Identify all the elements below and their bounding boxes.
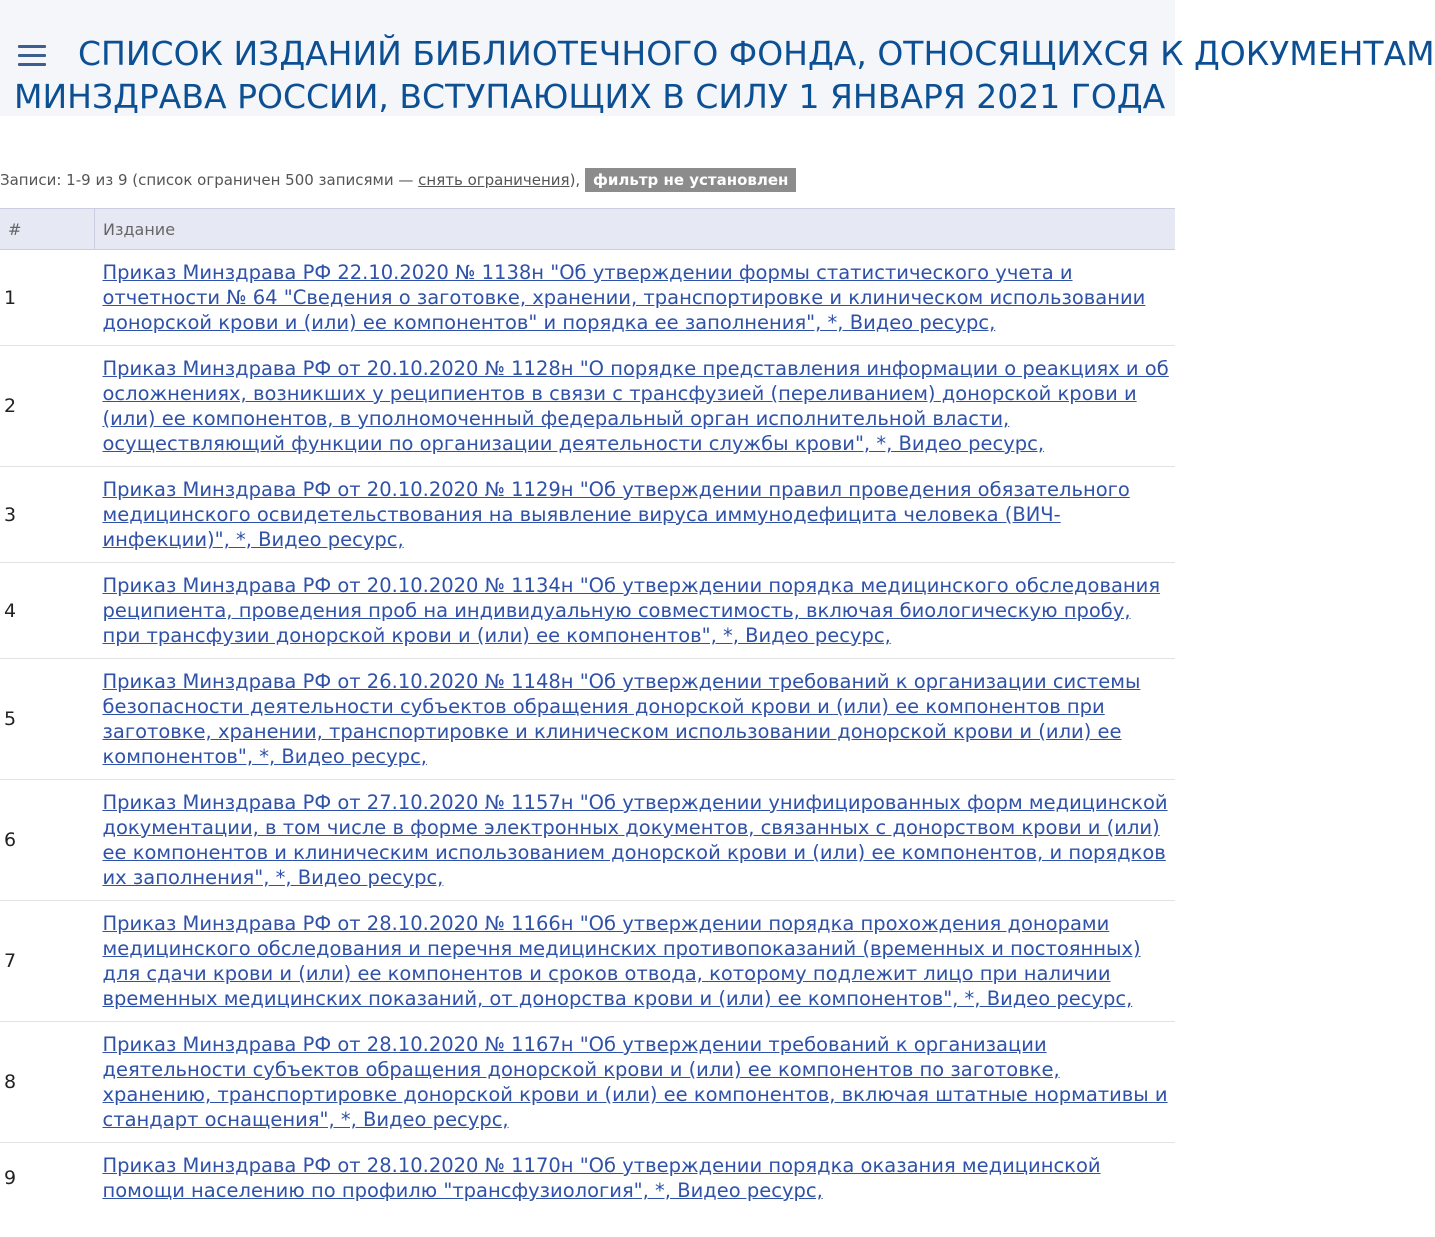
page-header (0, 0, 1435, 116)
publication-link[interactable]: Приказ Минздрава РФ от 28.10.2020 № 1166н "Об утверждении порядка прохождения донорами медицинского обследования и перечня медицинских противопоказаний (временных и постоянных) для сдачи крови и (или) ее компонентов и сроков отвода, которому подлежит лицо при наличии временных медицинских показаний, от донорства крови и (или) ее компонентов", *, Видео ресурс, (102, 912, 1141, 1010)
publication-cell (95, 780, 1176, 901)
table-header-row (0, 209, 1175, 250)
remove-limit-link[interactable]: снять ограничения (418, 171, 570, 189)
table-row (0, 467, 1175, 563)
table-row (0, 563, 1175, 659)
publication-link[interactable]: Приказ Минздрава РФ от 28.10.2020 № 1170н "Об утверждении порядка оказания медицинской помощи населению по профилю "трансфузиология", *, Видео ресурс, (102, 1154, 1101, 1202)
publication-link[interactable]: Приказ Минздрава РФ от 20.10.2020 № 1129н "Об утверждении правил проведения обязательного медицинского освидетельствования на выявление вируса иммунодефицита человека (ВИЧ-инфекции)", *, Видео ресурс, (102, 478, 1130, 551)
row-number: 8 (0, 1022, 95, 1143)
row-number: 4 (0, 563, 95, 659)
row-number: 3 (0, 467, 95, 563)
table-row (0, 1143, 1175, 1214)
publication-link[interactable]: Приказ Минздрава РФ от 27.10.2020 № 1157н "Об утверждении унифицированных форм медицинской документации, в том числе в форме электронных документов, связанных с донорством крови и (или) ее компонентов и клиническим использованием донорской крови и (или) ее компонентов, и порядков их заполнения", *, Видео ресурс, (102, 791, 1168, 889)
column-header-publication[interactable]: Издание (95, 209, 1176, 250)
row-number: 2 (0, 346, 95, 467)
publication-cell (95, 1143, 1176, 1214)
page-title (14, 32, 1435, 118)
row-number: 7 (0, 901, 95, 1022)
table-row (0, 250, 1175, 346)
publication-link[interactable]: Приказ Минздрава РФ от 26.10.2020 № 1148н "Об утверждении требований к организации системы безопасности деятельности субъектов обращения донорской крови и (или) ее компонентов при заготовке, хранении, транспортировке и клиническом использовании донорской крови и (или) ее компонентов", *, Видео ресурс, (102, 670, 1141, 768)
page-title-line2: МИНЗДРАВА РОССИИ, ВСТУПАЮЩИХ В СИЛУ 1 ЯНВАРЯ 2021 ГОДА (14, 77, 1166, 116)
publication-cell (95, 346, 1176, 467)
table-row (0, 780, 1175, 901)
publications-table (0, 208, 1175, 1213)
table-row (0, 659, 1175, 780)
publication-cell (95, 1022, 1176, 1143)
publication-cell (95, 250, 1176, 346)
publication-link[interactable]: Приказ Минздрава РФ от 28.10.2020 № 1167н "Об утверждении требований к организации деятельности субъектов обращения донорской крови и (или) ее компонентов по заготовке, хранению, транспортировке донорской крови и (или) ее компонентов, включая штатные нормативы и стандарт оснащения", *, Видео ресурс, (102, 1033, 1168, 1131)
publication-link[interactable]: Приказ Минздрава РФ от 20.10.2020 № 1134н "Об утверждении порядка медицинского обследования реципиента, проведения проб на индивидуальную совместимость, включая биологическую пробу, при трансфузии донорской крови и (или) ее компонентов", *, Видео ресурс, (102, 574, 1161, 647)
table-row (0, 346, 1175, 467)
row-number: 1 (0, 250, 95, 346)
row-number: 9 (4, 1167, 17, 1189)
table-row (0, 901, 1175, 1022)
publication-cell (95, 467, 1176, 563)
publication-cell (95, 901, 1176, 1022)
publication-link[interactable]: Приказ Минздрава РФ от 20.10.2020 № 1128н "О порядке представления информации о реакциях и об осложнениях, возникших у реципиентов в связи с трансфузией (переливанием) донорской крови и (или) ее компонентов, в уполномоченный федеральный орган исполнительной власти, осуществляющий функции по организации деятельности службы крови", *, Видео ресурс, (102, 357, 1169, 455)
publication-cell (95, 563, 1176, 659)
records-summary (0, 168, 796, 192)
records-summary-suffix: ), (569, 171, 585, 189)
table-row (0, 1022, 1175, 1143)
filter-status-badge: фильтр не установлен (585, 168, 796, 192)
column-header-number[interactable]: # (0, 209, 95, 250)
publication-link[interactable]: Приказ Минздрава РФ 22.10.2020 № 1138н "Об утверждении формы статистического учета и отчетности № 64 "Сведения о заготовке, хранении, транспортировке и клиническом использовании донорской крови и (или) ее компонентов" и порядка ее заполнения", *, Видео ресурс, (102, 261, 1146, 334)
row-number: 6 (0, 780, 95, 901)
publication-cell (95, 659, 1176, 780)
page-title-line1: СПИСОК ИЗДАНИЙ БИБЛИОТЕЧНОГО ФОНДА, ОТНОСЯЩИХСЯ К ДОКУМЕНТАМ (78, 34, 1435, 73)
records-count-text: Записи: 1-9 из 9 (список ограничен 500 записями — (0, 171, 419, 189)
row-number: 5 (0, 659, 95, 780)
